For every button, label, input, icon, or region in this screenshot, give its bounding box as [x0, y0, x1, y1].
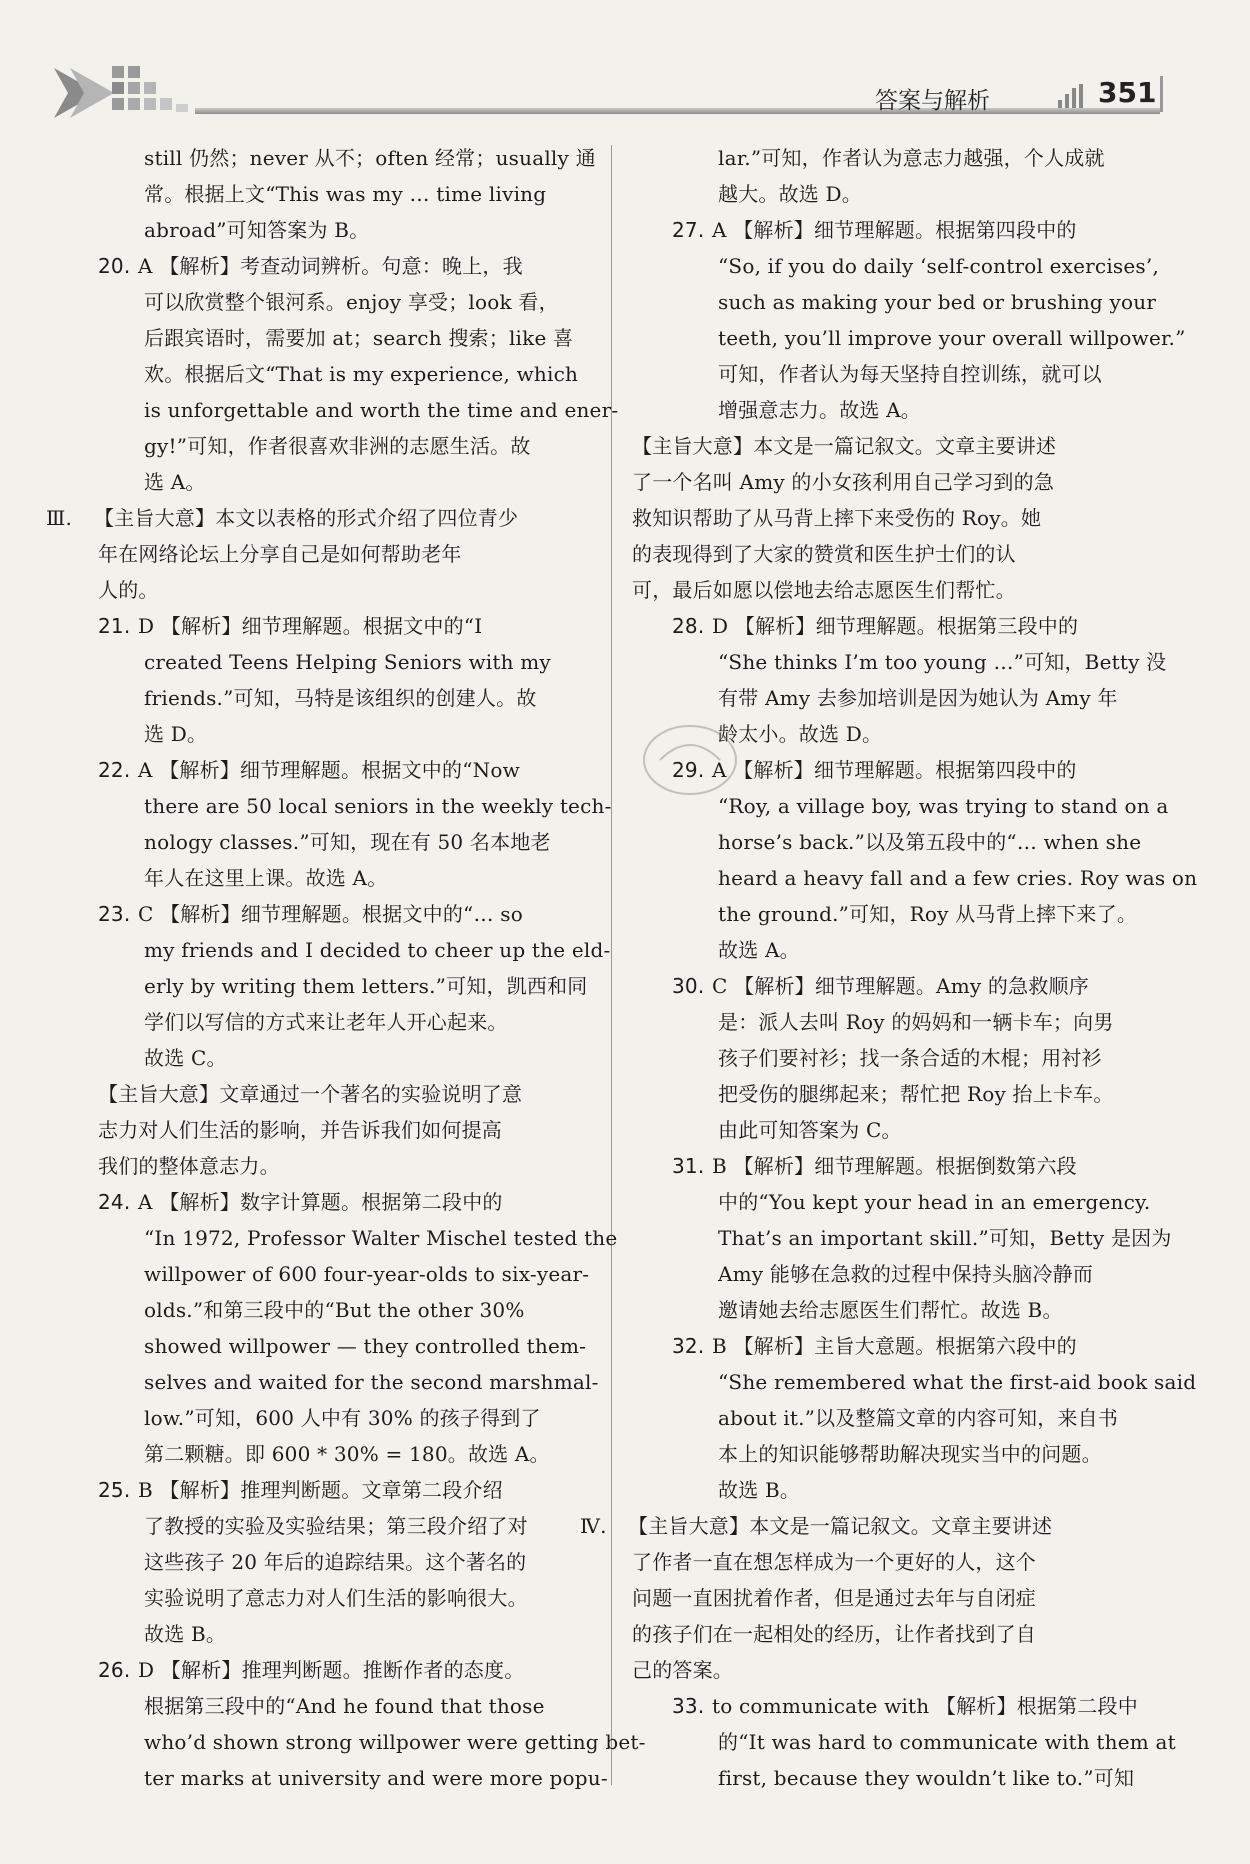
line-text: willpower of 600 four-year-olds to six-year-	[144, 1262, 590, 1286]
section-heading-line	[46, 500, 552, 536]
text-line	[632, 1544, 1132, 1580]
text-line	[52, 644, 552, 680]
line-text: who’d shown strong willpower were getting bet-	[144, 1730, 646, 1754]
text-line	[52, 176, 552, 212]
text-line	[632, 500, 1132, 536]
text-line	[632, 1652, 1132, 1688]
line-text: A 【解析】细节理解题。根据文中的“Now	[138, 758, 520, 782]
line-text: A 【解析】细节理解题。根据第四段中的	[712, 758, 1077, 782]
text-line	[632, 1220, 1172, 1256]
line-text: 根据第三段中的“And he found that those	[144, 1694, 545, 1718]
answer-item-line	[52, 1472, 552, 1508]
line-text: B 【解析】主旨大意题。根据第六段中的	[712, 1334, 1077, 1358]
text-line	[632, 1040, 1132, 1076]
line-text: heard a heavy fall and a few cries. Roy was on	[718, 866, 1198, 890]
line-text: A 【解析】数字计算题。根据第二段中的	[138, 1190, 503, 1214]
line-text: 【主旨大意】本文是一篇记叙文。文章主要讲述	[632, 434, 1057, 458]
line-text: That’s an important skill.”可知，Betty 是因为	[718, 1226, 1172, 1250]
line-text: 后跟宾语时，需要加 at；search 搜索；like 喜	[144, 326, 574, 350]
text-line	[52, 1508, 552, 1544]
line-text: “Roy, a village boy, was trying to stand on a	[718, 794, 1169, 818]
line-text: “She remembered what the first-aid book said	[718, 1370, 1197, 1394]
answer-item-line	[52, 1652, 552, 1688]
right-column	[580, 140, 1198, 1796]
line-text: 年在网络论坛上分享自己是如何帮助老年	[98, 542, 462, 566]
line-text: to communicate with 【解析】根据第二段中	[712, 1694, 1138, 1718]
item-number: 24.	[98, 1190, 131, 1214]
answer-item-line	[632, 968, 1132, 1004]
page-header	[0, 0, 1250, 140]
line-text: 故选 B。	[718, 1478, 801, 1502]
line-text: 由此可知答案为 C。	[718, 1118, 902, 1142]
line-text: A 【解析】细节理解题。根据第四段中的	[712, 218, 1077, 242]
line-text: 的孩子们在一起相处的经历，让作者找到了自	[632, 1622, 1036, 1646]
text-line	[52, 1256, 590, 1292]
section-heading-line	[580, 1508, 1132, 1544]
line-text: A 【解析】考查动词辨析。句意：晚上，我	[138, 254, 523, 278]
line-text: friends.”可知，马特是该组织的创建人。故	[144, 686, 537, 710]
stamp-logo-icon	[640, 720, 740, 800]
line-text: D 【解析】细节理解题。根据第三段中的	[712, 614, 1079, 638]
item-number: 26.	[98, 1658, 131, 1682]
text-line	[632, 1076, 1132, 1112]
line-text: selves and waited for the second marshmal-	[144, 1370, 599, 1394]
line-text: olds.”和第三段中的“But the other 30%	[144, 1298, 525, 1322]
line-text: there are 50 local seniors in the weekly tech-	[144, 794, 612, 818]
text-line	[632, 140, 1132, 176]
text-line	[52, 1724, 646, 1760]
line-text: 是：派人去叫 Roy 的妈妈和一辆卡车；向男	[718, 1010, 1114, 1034]
text-line	[632, 1724, 1176, 1760]
line-text: still 仍然；never 从不；often 经常；usually 通	[144, 146, 596, 170]
line-text: “In 1972, Professor Walter Mischel tested the	[144, 1226, 618, 1250]
line-text: 【主旨大意】本文是一篇记叙文。文章主要讲述	[628, 1514, 1053, 1538]
line-text: 可，最后如愿以偿地去给志愿医生们帮忙。	[632, 578, 1016, 602]
text-line	[52, 968, 588, 1004]
text-line	[52, 1148, 552, 1184]
line-text: low.”可知，600 人中有 30% 的孩子得到了	[144, 1406, 541, 1430]
item-number: 21.	[98, 614, 131, 638]
text-line	[52, 356, 579, 392]
line-text: 第二颗糖。即 600 * 30% = 180。故选 A。	[144, 1442, 550, 1466]
text-line	[52, 284, 559, 320]
line-text: 这些孩子 20 年后的追踪结果。这个著名的	[144, 1550, 527, 1574]
line-text: erly by writing them letters.”可知，凯西和同	[144, 974, 588, 998]
item-number: 32.	[672, 1334, 705, 1358]
text-line	[52, 1004, 552, 1040]
text-line	[632, 1580, 1132, 1616]
bars-icon	[1058, 84, 1086, 108]
line-text: lar.”可知，作者认为意志力越强，个人成就	[718, 146, 1105, 170]
line-text: showed willpower — they controlled them-	[144, 1334, 587, 1358]
answer-item-line	[632, 1688, 1138, 1724]
text-line	[632, 320, 1186, 356]
line-text: abroad”可知答案为 B。	[144, 218, 370, 242]
text-line	[632, 1292, 1132, 1328]
line-text: teeth, you’ll improve your overall willpower.”	[718, 326, 1186, 350]
line-text: 有带 Amy 去参加培训是因为她认为 Amy 年	[718, 686, 1118, 710]
text-line	[52, 572, 552, 608]
text-line	[632, 644, 1167, 680]
line-text: 了作者一直在想怎样成为一个更好的人，这个	[632, 1550, 1036, 1574]
line-text: 欢。根据后文“That is my experience, which	[144, 362, 579, 386]
text-line	[632, 284, 1157, 320]
line-text: gy!”可知，作者很喜欢非洲的志愿生活。故	[144, 434, 531, 458]
answer-item-line	[52, 1184, 552, 1220]
line-text: 故选 A。	[718, 938, 800, 962]
answer-item-line	[632, 1148, 1132, 1184]
text-line	[52, 1400, 552, 1436]
line-text: 志力对人们生活的影响，并告诉我们如何提高	[98, 1118, 502, 1142]
header-tick	[1160, 76, 1163, 112]
line-text: D 【解析】推理判断题。推断作者的态度。	[138, 1658, 525, 1682]
text-line	[632, 1364, 1197, 1400]
line-text: 问题一直困扰着作者，但是通过去年与自闭症	[632, 1586, 1036, 1610]
text-line	[632, 1616, 1132, 1652]
item-number: 20.	[98, 254, 131, 278]
text-line	[52, 320, 574, 356]
text-line	[52, 212, 552, 248]
page-number: 351	[1098, 76, 1157, 109]
text-line	[632, 248, 1159, 284]
text-line	[52, 716, 552, 752]
line-text: first, because they wouldn’t like to.”可知	[718, 1766, 1135, 1790]
line-text: about it.”以及整篇文章的内容可知，来自书	[718, 1406, 1119, 1430]
line-text: 我们的整体意志力。	[98, 1154, 280, 1178]
line-text: 的“It was hard to communicate with them at	[718, 1730, 1176, 1754]
text-line	[52, 824, 552, 860]
text-line	[52, 1076, 552, 1112]
line-text: 了教授的实验及实验结果；第三段介绍了对	[144, 1514, 528, 1538]
line-text: “She thinks I’m too young …”可知，Betty 没	[718, 650, 1167, 674]
item-number: 23.	[98, 902, 131, 926]
line-text: 救知识帮助了从马背上摔下来受伤的 Roy。她	[632, 506, 1042, 530]
text-line	[632, 824, 1142, 860]
line-text: horse’s back.”以及第五段中的“… when she	[718, 830, 1142, 854]
answer-item-line	[632, 212, 1132, 248]
item-number: 31.	[672, 1154, 705, 1178]
line-text: 龄太小。故选 D。	[718, 722, 883, 746]
line-text: C 【解析】细节理解题。Amy 的急救顺序	[712, 974, 1089, 998]
text-line	[52, 1580, 552, 1616]
answer-item-line	[52, 896, 552, 932]
text-line	[632, 932, 1132, 968]
line-text: 故选 C。	[144, 1046, 227, 1070]
line-text: D 【解析】细节理解题。根据文中的“I	[138, 614, 483, 638]
line-text: my friends and I decided to cheer up the eld-	[144, 938, 611, 962]
line-text: is unforgettable and worth the time and ener-	[144, 398, 619, 422]
text-line	[632, 896, 1138, 932]
line-text: 【主旨大意】本文以表格的形式介绍了四位青少	[94, 506, 519, 530]
text-line	[632, 356, 1132, 392]
line-text: C 【解析】细节理解题。根据文中的“… so	[138, 902, 523, 926]
left-column	[46, 140, 646, 1796]
answer-item-line	[632, 1328, 1132, 1364]
text-line	[52, 428, 552, 464]
text-line	[52, 788, 612, 824]
text-line	[52, 932, 611, 968]
text-line	[632, 1004, 1132, 1040]
line-text: 人的。	[98, 578, 159, 602]
text-line	[632, 392, 1132, 428]
item-number: 33.	[672, 1694, 705, 1718]
answer-item-line	[632, 608, 1132, 644]
text-line	[632, 176, 1132, 212]
text-line	[52, 392, 619, 428]
text-line	[52, 1760, 608, 1796]
text-line	[632, 1256, 1132, 1292]
line-text: 本上的知识能够帮助解决现实当中的问题。	[718, 1442, 1102, 1466]
line-text: 实验说明了意志力对人们生活的影响很大。	[144, 1586, 528, 1610]
line-text: 年人在这里上课。故选 A。	[144, 866, 388, 890]
item-number: 28.	[672, 614, 705, 638]
line-text: 选 A。	[144, 470, 206, 494]
text-line	[632, 464, 1132, 500]
header-rule	[195, 108, 1160, 114]
line-text: 越大。故选 D。	[718, 182, 862, 206]
item-number: 22.	[98, 758, 131, 782]
line-text: “So, if you do daily ‘self-control exercises’,	[718, 254, 1159, 278]
line-text: 邀请她去给志愿医生们帮忙。故选 B。	[718, 1298, 1063, 1322]
line-text: 【主旨大意】文章通过一个著名的实验说明了意	[98, 1082, 523, 1106]
text-line	[52, 860, 552, 896]
text-line	[632, 1760, 1135, 1796]
text-line	[52, 464, 552, 500]
arrow-logo-icon	[54, 68, 114, 118]
line-text: 可知，作者认为每天坚持自控训练，就可以	[718, 362, 1102, 386]
text-line	[52, 680, 552, 716]
line-text: 故选 B。	[144, 1622, 227, 1646]
line-text: B 【解析】细节理解题。根据倒数第六段	[712, 1154, 1077, 1178]
line-text: 学们以写信的方式来让老年人开心起来。	[144, 1010, 508, 1034]
item-number: 30.	[672, 974, 705, 998]
line-text: 把受伤的腿绑起来；帮忙把 Roy 抬上卡车。	[718, 1082, 1114, 1106]
text-line	[52, 1112, 552, 1148]
line-text: 常。根据上文“This was my … time living	[144, 182, 547, 206]
text-line	[632, 1436, 1132, 1472]
text-line	[52, 1292, 552, 1328]
line-text: 选 D。	[144, 722, 208, 746]
text-line	[632, 536, 1132, 572]
answer-item-line	[52, 608, 552, 644]
line-text: 了一个名叫 Amy 的小女孩利用自己学习到的急	[632, 470, 1055, 494]
line-text: 可以欣赏整个银河系。enjoy 享受；look 看，	[144, 290, 559, 314]
line-text: 的表现得到了大家的赞赏和医生护士们的认	[632, 542, 1016, 566]
line-text: the ground.”可知，Roy 从马背上摔下来了。	[718, 902, 1138, 926]
text-line	[52, 1436, 552, 1472]
line-text: created Teens Helping Seniors with my	[144, 650, 551, 674]
text-line	[52, 536, 552, 572]
line-text: B 【解析】推理判断题。文章第二段介绍	[138, 1478, 503, 1502]
line-text: 中的“You kept your head in an emergency.	[718, 1190, 1151, 1214]
text-line	[632, 860, 1198, 896]
section-numeral: Ⅲ.	[46, 506, 73, 530]
text-line	[52, 1328, 587, 1364]
line-text: Amy 能够在急救的过程中保持头脑冷静而	[718, 1262, 1094, 1286]
line-text: such as making your bed or brushing your	[718, 290, 1157, 314]
text-line	[632, 680, 1132, 716]
text-line	[52, 1616, 552, 1652]
text-line	[52, 1544, 552, 1580]
item-number: 29.	[672, 758, 705, 782]
answer-item-line	[52, 752, 552, 788]
line-text: 增强意志力。故选 A。	[718, 398, 922, 422]
text-line	[52, 1220, 618, 1256]
section-title: 答案与解析	[875, 88, 990, 114]
line-text: 己的答案。	[632, 1658, 733, 1682]
text-line	[52, 140, 596, 176]
grid-logo-icon	[112, 66, 192, 120]
text-line	[52, 1040, 552, 1076]
line-text: 孩子们要衬衫；找一条合适的木棍；用衬衫	[718, 1046, 1102, 1070]
section-numeral: Ⅳ.	[580, 1514, 607, 1538]
text-line	[52, 1688, 552, 1724]
line-text: ter marks at university and were more popu-	[144, 1766, 608, 1790]
text-line	[632, 1184, 1151, 1220]
item-number: 27.	[672, 218, 705, 242]
text-line	[632, 1472, 1132, 1508]
item-number: 25.	[98, 1478, 131, 1502]
text-line	[632, 1400, 1132, 1436]
line-text: nology classes.”可知，现在有 50 名本地老	[144, 830, 551, 854]
answer-item-line	[52, 248, 552, 284]
text-line	[52, 1364, 599, 1400]
text-line	[632, 1112, 1132, 1148]
text-line	[632, 428, 1132, 464]
text-line	[632, 572, 1132, 608]
